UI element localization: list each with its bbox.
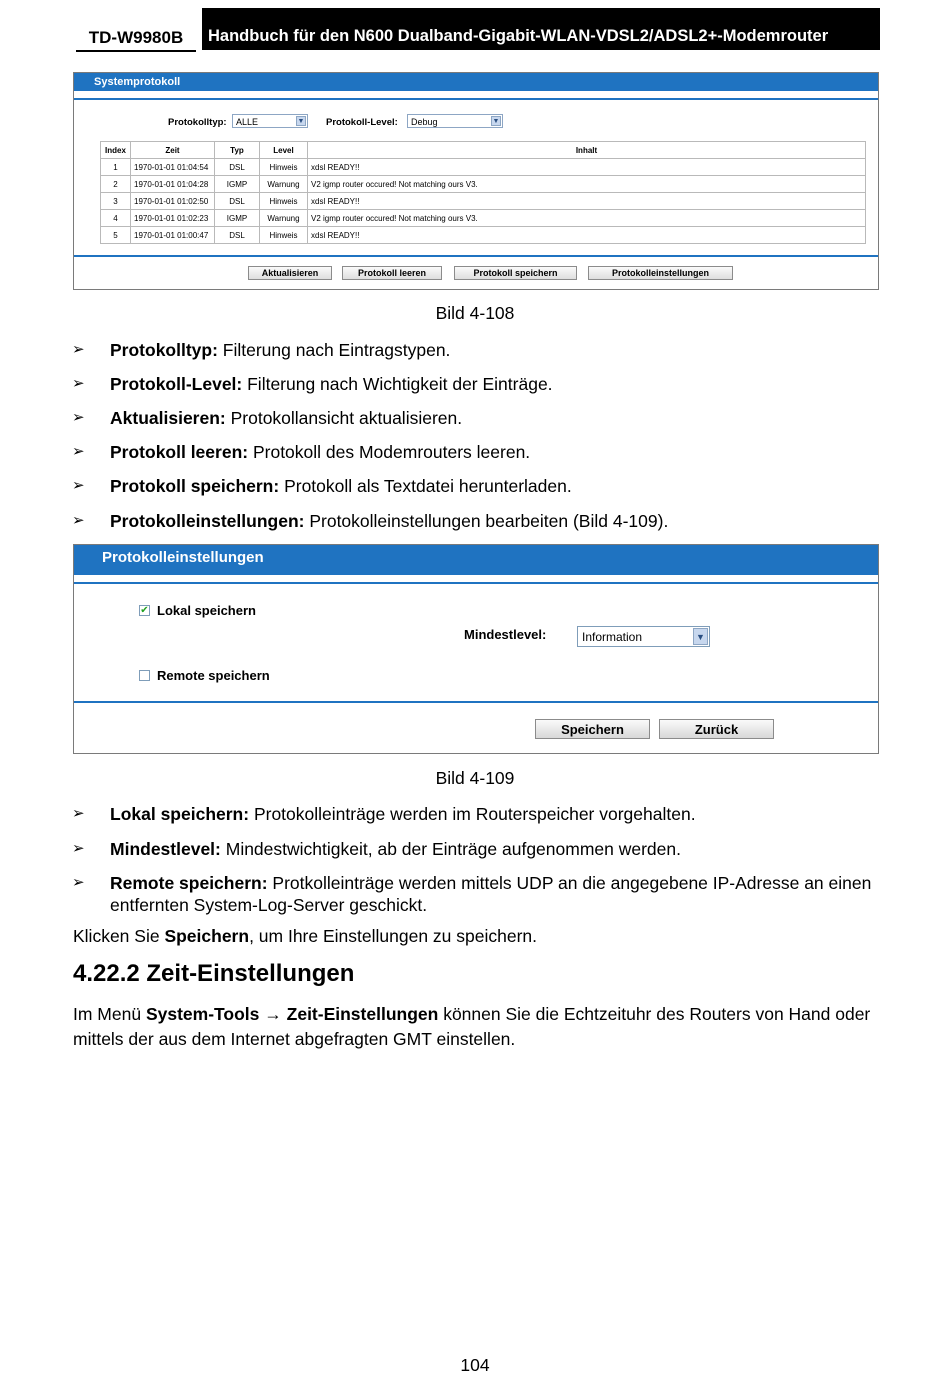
log-level-value: Debug	[411, 117, 438, 127]
log-type-value: ALLE	[236, 117, 259, 127]
cell-index: 3	[101, 193, 131, 210]
bullet-term: Mindestlevel:	[110, 839, 221, 859]
list-item	[110, 872, 880, 916]
intro-bold: Zeit-Einstellungen	[286, 1004, 439, 1024]
chevron-down-icon: ▼	[693, 628, 708, 645]
bullet-term: Protokoll-Level:	[110, 374, 243, 394]
table-row	[101, 227, 866, 244]
manual-model: TD-W9980B	[76, 26, 196, 52]
cell-index: 5	[101, 227, 131, 244]
cell-time: 1970-01-01 01:04:54	[131, 159, 215, 176]
list-item	[110, 838, 880, 860]
note-text: , um Ihre Einstellungen zu speichern.	[249, 926, 538, 946]
bullet-term: Aktualisieren:	[110, 408, 226, 428]
intro-text: Im Menü	[73, 1004, 146, 1024]
col-index: Index	[101, 142, 131, 159]
cell-type: IGMP	[215, 210, 260, 227]
cell-type: DSL	[215, 159, 260, 176]
intro-text: können Sie die Echtzeituhr des Routers von Hand oder mittels der aus dem Internet abgefragten GMT einstellen.	[73, 1004, 871, 1049]
page-number: 104	[460, 1355, 490, 1375]
bullet-text: Protokollansicht aktualisieren.	[225, 408, 463, 428]
table-row	[101, 176, 866, 193]
col-time: Zeit	[131, 142, 215, 159]
log-level-select[interactable]	[407, 114, 503, 128]
system-log-panel	[73, 72, 879, 290]
cell-level: Hinweis	[260, 193, 308, 210]
cell-level: Warnung	[260, 176, 308, 193]
list-item	[110, 803, 880, 825]
refresh-button[interactable]: Aktualisieren	[248, 266, 332, 280]
system-log-title: Systemprotokoll	[74, 73, 878, 91]
save-log-button[interactable]: Protokoll speichern	[454, 266, 577, 280]
log-settings-title: Protokolleinstellungen	[74, 545, 878, 575]
col-content: Inhalt	[308, 142, 866, 159]
bullet-text: Protkolleinträge werden mittels UDP an die angegebene IP-Adresse an einen entfernten System-Log-Server geschickt.	[110, 873, 872, 915]
min-level-select[interactable]	[577, 626, 710, 647]
cell-content: V2 igmp router occured! Not matching ours V3.	[308, 210, 866, 227]
bullet-term: Lokal speichern:	[110, 804, 250, 824]
list-item	[110, 510, 880, 532]
bullet-text: Protokolleinträge werden im Routerspeicher vorgehalten.	[249, 804, 696, 824]
log-level-label: Protokoll-Level:	[326, 117, 398, 128]
bullet-term: Protokoll speichern:	[110, 476, 280, 496]
intro-paragraph	[73, 1002, 881, 1052]
log-table	[100, 141, 866, 244]
log-type-label: Protokolltyp:	[168, 117, 227, 128]
min-level-label: Mindestlevel:	[464, 627, 547, 642]
cell-level: Warnung	[260, 210, 308, 227]
cell-content: xdsl READY!!	[308, 193, 866, 210]
note-text: Klicken Sie	[73, 926, 165, 946]
back-button[interactable]: Zurück	[659, 719, 774, 739]
remote-save-label: Remote speichern	[157, 668, 270, 683]
cell-content: xdsl READY!!	[308, 227, 866, 244]
bullet-text: Mindestwichtigkeit, ab der Einträge aufgenommen werden.	[220, 839, 681, 859]
list-item	[110, 407, 880, 429]
bullet-term: Remote speichern:	[110, 873, 268, 893]
list-item	[110, 441, 880, 463]
bullet-text: Protokolleinstellungen bearbeiten (Bild 4-109).	[304, 511, 669, 531]
cell-content: xdsl READY!!	[308, 159, 866, 176]
bullet-text: Filterung nach Wichtigkeit der Einträge.	[242, 374, 553, 394]
table-row	[101, 210, 866, 227]
figure-caption-108: Bild 4-108	[435, 303, 515, 323]
note-bold: Speichern	[164, 926, 250, 946]
save-button[interactable]: Speichern	[535, 719, 650, 739]
table-row	[101, 193, 866, 210]
cell-index: 1	[101, 159, 131, 176]
bullet-term: Protokoll leeren:	[110, 442, 249, 462]
min-level-value: Information	[582, 630, 643, 644]
manual-title: Handbuch für den N600 Dualband-Gigabit-WLAN-VDSL2/ADSL2+-Modemrouter	[202, 8, 880, 50]
cell-time: 1970-01-01 01:02:50	[131, 193, 215, 210]
log-settings-button[interactable]: Protokolleinstellungen	[588, 266, 733, 280]
list-item	[110, 373, 880, 395]
cell-content: V2 igmp router occured! Not matching ours V3.	[308, 176, 866, 193]
list-item	[110, 475, 880, 497]
cell-index: 4	[101, 210, 131, 227]
cell-level: Hinweis	[260, 159, 308, 176]
chevron-down-icon: ▼	[297, 118, 305, 125]
cell-type: DSL	[215, 227, 260, 244]
bullet-text: Protokoll des Modemrouters leeren.	[248, 442, 531, 462]
figure-caption-109: Bild 4-109	[435, 768, 515, 788]
cell-index: 2	[101, 176, 131, 193]
cell-time: 1970-01-01 01:00:47	[131, 227, 215, 244]
list-item	[110, 339, 880, 361]
col-level: Level	[260, 142, 308, 159]
bullet-term: Protokolltyp:	[110, 340, 218, 360]
remote-save-checkbox[interactable]	[139, 670, 150, 681]
cell-time: 1970-01-01 01:02:23	[131, 210, 215, 227]
local-save-checkbox[interactable]: ✔	[140, 605, 149, 616]
chevron-down-icon: ▼	[492, 118, 500, 125]
bullet-term: Protokolleinstellungen:	[110, 511, 305, 531]
intro-arrow: →	[259, 1004, 287, 1024]
cell-type: DSL	[215, 193, 260, 210]
local-save-label: Lokal speichern	[157, 603, 256, 618]
cell-level: Hinweis	[260, 227, 308, 244]
section-title: 4.22.2 Zeit-Einstellungen	[73, 960, 355, 987]
click-note	[73, 924, 881, 949]
clear-log-button[interactable]: Protokoll leeren	[342, 266, 442, 280]
col-type: Typ	[215, 142, 260, 159]
cell-time: 1970-01-01 01:04:28	[131, 176, 215, 193]
table-row	[101, 159, 866, 176]
bullet-text: Protokoll als Textdatei herunterladen.	[279, 476, 572, 496]
log-settings-panel	[73, 544, 879, 754]
intro-bold: System-Tools	[145, 1004, 260, 1024]
log-type-select[interactable]	[232, 114, 308, 128]
bullet-text: Filterung nach Eintragstypen.	[217, 340, 451, 360]
cell-type: IGMP	[215, 176, 260, 193]
